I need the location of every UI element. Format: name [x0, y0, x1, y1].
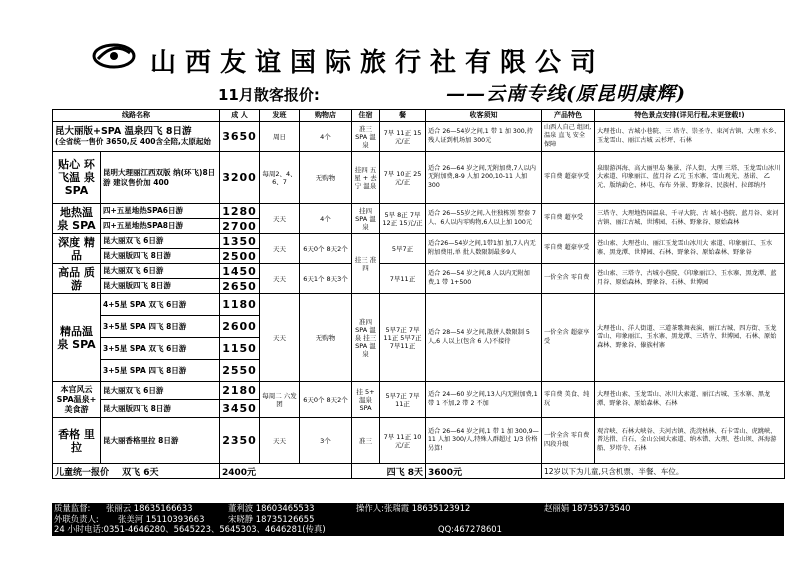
depart-cell: 天天 [260, 264, 300, 294]
route-title: ——云南专线(原昆明康辉) [446, 83, 686, 105]
shop-cell: 4个 [300, 122, 352, 152]
table-row [53, 152, 785, 204]
stay-cell: 准三 [352, 418, 380, 464]
option-label: 昆大丽双飞 6日游 [101, 264, 220, 279]
line-name: 深度 精品 [53, 234, 101, 264]
footer-line-1 [54, 503, 784, 514]
company-logo [92, 43, 136, 69]
col-lodging: 住宿 [352, 110, 380, 122]
price-cell: 1350 [220, 234, 260, 249]
price-cell: 2650 [220, 279, 260, 294]
option-label: 昆大丽双飞 6日游 [101, 382, 220, 400]
option-label: 3+5星 SPA 四飞 8日游 [101, 360, 220, 382]
col-notes: 收客须知 [426, 110, 542, 122]
option-label: 4+5星 SPA 双飞 6日游 [101, 294, 220, 316]
spots-cell: 观音峡、石林大峡谷、夫河古镇、洗浣枯林、石卡雪山、虎跳峡、普达措、白石、金山公园大索道、纳木错、大理、苍山坝、洱海游船、罗塔寺、石林 [595, 418, 785, 464]
contact-footer [52, 503, 784, 536]
shop-cell: 6天0个 8天2个 [300, 234, 352, 264]
footer-qq: QQ:467278601 [438, 524, 502, 535]
highlight-cell: 一价全含 超豪享受 [542, 294, 595, 382]
child-price-label-cell [53, 464, 220, 479]
depart-cell: 天天 [260, 204, 300, 234]
option-label: 昆大丽双飞 6日游 [101, 234, 220, 249]
meal-cell: 7早 11正 10元/正 [380, 418, 426, 464]
child-price-row [53, 464, 785, 479]
highlight-cell: 零自费 超豪享受 [542, 234, 595, 264]
price-list-subtitle: 11月散客报价: [218, 86, 320, 104]
child-plan-2: 四飞 8天 [352, 464, 426, 479]
meal-cell: 5早 8正 7早 12正 15元/正 [380, 204, 426, 234]
table-row [53, 204, 785, 219]
price-cell: 2180 [220, 382, 260, 400]
highlight-cell: 零自费 超享受 [542, 204, 595, 234]
notes-cell: 适合 26—64 岁之间,无附加费,7人以内无附加费,8-9 人加 200,10-11 人加 300 [426, 152, 542, 204]
table-row [53, 418, 785, 464]
price-cell: 3450 [220, 400, 260, 418]
notes-cell: 适合 26—54岁之间,1 带 1 加 300,持残人证到机场加 300元 [426, 122, 542, 152]
company-name: 山西友谊国际旅行社有限公司 [150, 48, 606, 78]
child-note: 12岁以下为儿童,只含机票、半餐、车位。 [542, 464, 785, 479]
table-row [53, 382, 785, 400]
price-cell: 1450 [220, 264, 260, 279]
price-cell: 3650 [220, 122, 260, 152]
shop-cell: 6天0个 8天2个 [300, 382, 352, 418]
option-label: 四+五星地热SPA6日游 [101, 204, 220, 219]
price-cell: 2600 [220, 316, 260, 338]
col-line-name: 线路名称 [53, 110, 220, 122]
child-plan-1: 双飞 6天 [122, 467, 159, 478]
price-cell: 2500 [220, 249, 260, 264]
footer-outreach-label: 外联负责人: [54, 513, 99, 524]
child-price-label: 儿童统一报价 [55, 467, 110, 478]
line-sub: (全省统一售价 3650,反 400含全陪,太原起始 [55, 137, 211, 146]
notes-cell: 适合 26—64 岁之间,1 带 1 加 300,9—11 人加 300/人,特殊人群超过 1/3 价格另算! [426, 418, 542, 464]
line-name: 贴心 环飞温 泉 SPA [53, 152, 101, 204]
col-meals: 餐 [380, 110, 426, 122]
spots-cell: 三塔寺、大理地热国温泉、千寻大院、古 城小巷院、蓝月谷、束河古镇、丽江古城、世博园、石林、野象谷、原始森林 [595, 204, 785, 234]
line-name: 精品温 泉 SPA [53, 294, 101, 382]
depart-cell: 天天 [260, 234, 300, 264]
table-row [53, 122, 785, 152]
line-name: 本宫风云 SPA温泉+ 美食游 [53, 382, 101, 418]
price-cell: 3200 [220, 152, 260, 204]
option-label: 昆大丽香格里拉 8日游 [101, 418, 220, 464]
group-cell [53, 122, 220, 152]
footer-outreach-b: 宋晓静 18735126655 [228, 513, 315, 524]
option-label: 昆大丽版四飞 8日游 [101, 249, 220, 264]
col-highlights: 产品特色 [542, 110, 595, 122]
highlight-cell: 零自费 超豪享受 [542, 152, 595, 204]
price-cell: 1150 [220, 338, 260, 360]
shop-cell: 无购物 [300, 294, 352, 382]
shop-cell: 无购物 [300, 152, 352, 204]
meal-cell: 5早7正 [380, 234, 426, 264]
meal-cell: 5早7正 7早11正 5早7正 7早11正 [380, 294, 426, 382]
stay-cell: 准三 SPA 温泉 [352, 122, 380, 152]
depart-cell: 周日 [260, 122, 300, 152]
depart-cell: 每周二 六发团 [260, 382, 300, 418]
footer-hotline: 24 小时电话:0351-4646280、5645223、5645303、4646281(传真) [54, 524, 326, 535]
stay-cell: 挂 5+ 温泉 SPA [352, 382, 380, 418]
price-cell: 2550 [220, 360, 260, 382]
price-cell: 2700 [220, 219, 260, 234]
highlight-cell: 一价全含 零自费 [542, 264, 595, 294]
line-name: 昆大丽版+SPA 温泉四飞 8日游 [55, 126, 192, 137]
notes-cell: 适合 26—55岁之间,入住独栋别 墅套 7人、6人以内零购物,6人以上加 100元 [426, 204, 542, 234]
stay-cell: 挂四 五星 + 去宁 温泉 [352, 152, 380, 204]
col-spots: 特色景点安排(详见行程,未更登载!) [595, 110, 785, 122]
meal-cell: 7早11正 [380, 264, 426, 294]
table-row [53, 264, 785, 279]
spots-cell: 大理苍山索、玉龙雪山、冰川大索道、丽江古城、玉水寨、黑龙潭、野象谷、原始森林、石林 [595, 382, 785, 418]
line-name: 高品 质游 [53, 264, 101, 294]
stay-cell: 挂三 准四 [352, 234, 380, 294]
notes-cell: 适合 24—60 岁之间,13人内无附加费,1 带 1 不加,2 带 2 不加 [426, 382, 542, 418]
footer-outreach-a: 张美河 15110393663 [118, 513, 205, 524]
depart-cell: 每周2、4、6、7 [260, 152, 300, 204]
option-label: 3+5星 SPA 四飞 8日游 [101, 316, 220, 338]
footer-quality-label: 质量监督: [54, 503, 91, 513]
option-label: 3+5星 SPA 双飞 6日游 [101, 338, 220, 360]
col-departure: 发班 [260, 110, 300, 122]
footer-contact-a: 张丽云 18635166633 [106, 503, 193, 513]
depart-cell: 天天 [260, 294, 300, 382]
spots-cell: 泉眼游洱海、高大丽里岛 集景、洋人街、大理 三塔、玉龙雪山冰川大索道、印象丽江、蓝月谷 乙元 玉水寨、雪山观光、基诺、 乙元、版纳勐仑、林屯、布布 外景、野象谷、民族村、拉郎纳丹 [595, 152, 785, 204]
spots-cell: 大理苍山、古城小巷院、三 塔寺、崇圣寺、束河古镇、大理 水乡、玉龙雪山、丽江古城 云杉坪、石林 [595, 122, 785, 152]
meal-cell: 5早7正 7早11正 [380, 382, 426, 418]
depart-cell: 天天 [260, 418, 300, 464]
stay-cell: 准四 SPA 温泉 挂三 SPA 温泉 [352, 294, 380, 382]
spots-cell: 大理苍山、洋人街道、三道茶歌舞表演、丽江古城、四方街、玉龙雪山、印象丽江、玉水寨、黑龙潭、三塔寺、世博园、石林、原始森林、野象谷、傣族村寨 [595, 294, 785, 382]
price-table [52, 109, 785, 479]
highlight-cell: 零自费 美食、纯玩 [542, 382, 595, 418]
line-sub: 昆明大理丽江西双版 纳(环飞)8日游 建议售价加 400 [101, 152, 220, 204]
highlight-cell: 一价全含 零自费 四段升级 [542, 418, 595, 464]
notes-cell: 适合 26—54 岁之间,8 人以内无附加费,1 带 1+500 [426, 264, 542, 294]
shop-cell: 3个 [300, 418, 352, 464]
spots-cell: 苍山索、大理苍山、丽江玉龙雪山冰川大 索道、印象丽江、玉水寨、黑龙潭、世博园、石林、野象谷、原始森林、野象谷 [595, 234, 785, 264]
option-label: 昆大丽版四飞 8日游 [101, 279, 220, 294]
highlight-cell: 山西人自己 组团,温泉 直飞 安全 保障 [542, 122, 595, 152]
price-cell: 2350 [220, 418, 260, 464]
shop-cell: 6天1个 8天3个 [300, 264, 352, 294]
line-name: 香格 里拉 [53, 418, 101, 464]
notes-cell: 适合26—54岁之间,1带1加 加,7人内无附加费用,单 批人数限制最多9人 [426, 234, 542, 264]
table-row [53, 234, 785, 249]
line-name: 地热温 泉 SPA [53, 204, 101, 234]
footer-line-2 [54, 514, 784, 525]
price-cell: 1180 [220, 294, 260, 316]
spots-cell: 苍山索、三塔寺、古城小巷院、《印象丽江》、玉水寨、黑龙潭、蓝月谷、原始森林、野象谷、石林、世博园 [595, 264, 785, 294]
meal-cell: 7早 10正 25元/正 [380, 152, 426, 204]
col-adult-price: 成 人 [220, 110, 260, 122]
notes-cell: 适合 28—54 岁之间,散拼人数限制 5 人,6 人以上(包含 6 人)不接待 [426, 294, 542, 382]
footer-contact-b: 董利波 18603465533 [228, 503, 315, 513]
shop-cell: 4个 [300, 204, 352, 234]
child-price-2: 3600元 [426, 464, 542, 479]
col-shopping: 购物店 [300, 110, 352, 122]
footer-operator: 操作人:张瑞霞 18635123912 [356, 503, 471, 513]
footer-contact-d: 赵丽娟 18735373540 [544, 503, 631, 513]
footer-line-3 [54, 524, 784, 535]
option-label: 昆大丽版四飞 8日游 [101, 400, 220, 418]
price-cell: 1280 [220, 204, 260, 219]
stay-cell: 挂四 SPA 温泉 [352, 204, 380, 234]
meal-cell: 7早 11正 15元/正 [380, 122, 426, 152]
child-price-1: 2400元 [220, 464, 352, 479]
table-row [53, 294, 785, 316]
table-header-row [53, 110, 785, 122]
option-label: 四+五星地热SPA8日游 [101, 219, 220, 234]
